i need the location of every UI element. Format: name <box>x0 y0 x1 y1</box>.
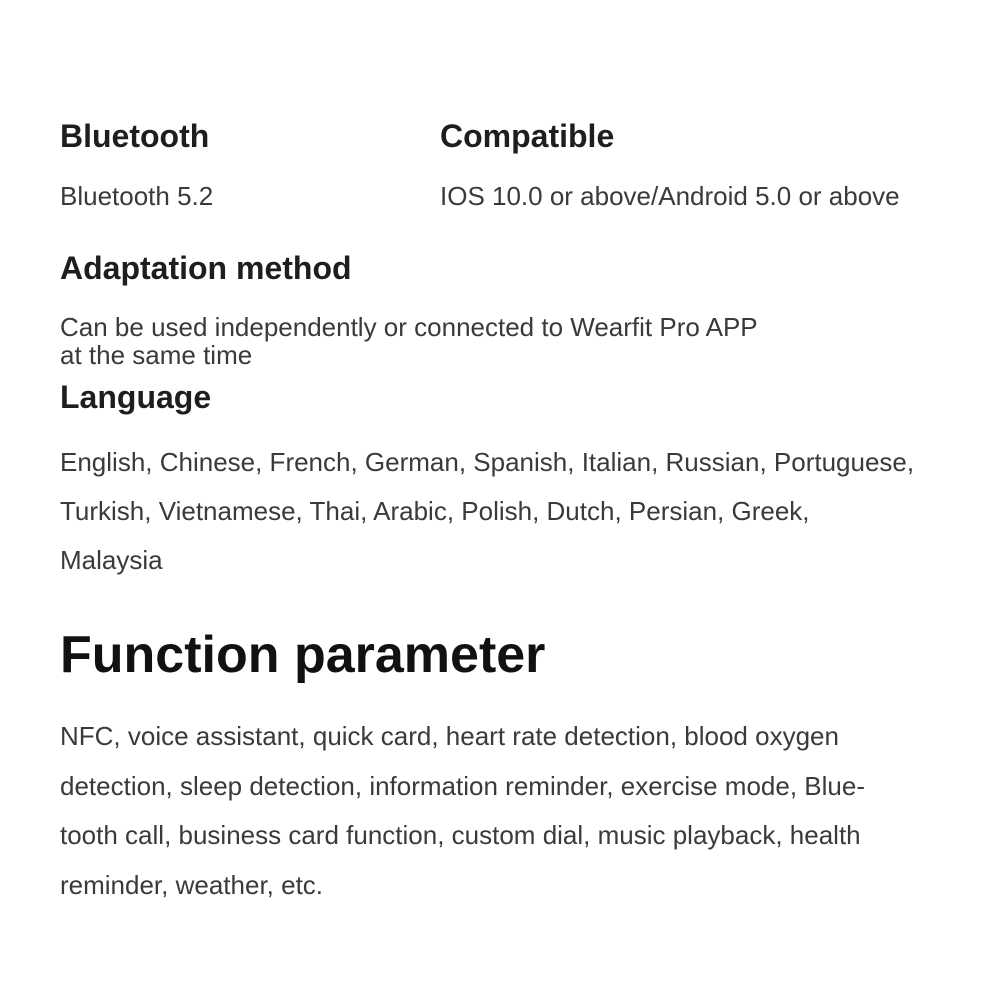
adaptation-line: Can be used independently or connected to Wearfit Pro APP <box>60 312 758 342</box>
function-line: reminder, weather, etc. <box>60 869 324 900</box>
adaptation-heading: Adaptation method <box>60 250 352 286</box>
language-text <box>60 438 914 585</box>
adaptation-text <box>60 313 758 369</box>
language-line: Turkish, Vietnamese, Thai, Arabic, Polish, Dutch, Persian, Greek, <box>60 496 810 526</box>
language-heading: Language <box>60 379 212 415</box>
function-heading: Function parameter <box>60 626 546 684</box>
function-text <box>60 712 865 910</box>
language-line: Malaysia <box>60 545 163 575</box>
function-line: NFC, voice assistant, quick card, heart rate detection, blood oxygen <box>60 721 839 751</box>
language-line: English, Chinese, French, German, Spanish, Italian, Russian, Portuguese, <box>60 447 915 477</box>
compatible-value: IOS 10.0 or above/Android 5.0 or above <box>440 181 900 211</box>
compatible-heading: Compatible <box>440 118 615 154</box>
function-line: tooth call, business card function, custom dial, music playback, health <box>60 820 861 850</box>
function-line: detection, sleep detection, information reminder, exercise mode, Blue- <box>60 770 865 801</box>
adaptation-line: at the same time <box>60 340 253 370</box>
bluetooth-heading: Bluetooth <box>60 118 210 154</box>
bluetooth-value: Bluetooth 5.2 <box>60 181 214 211</box>
